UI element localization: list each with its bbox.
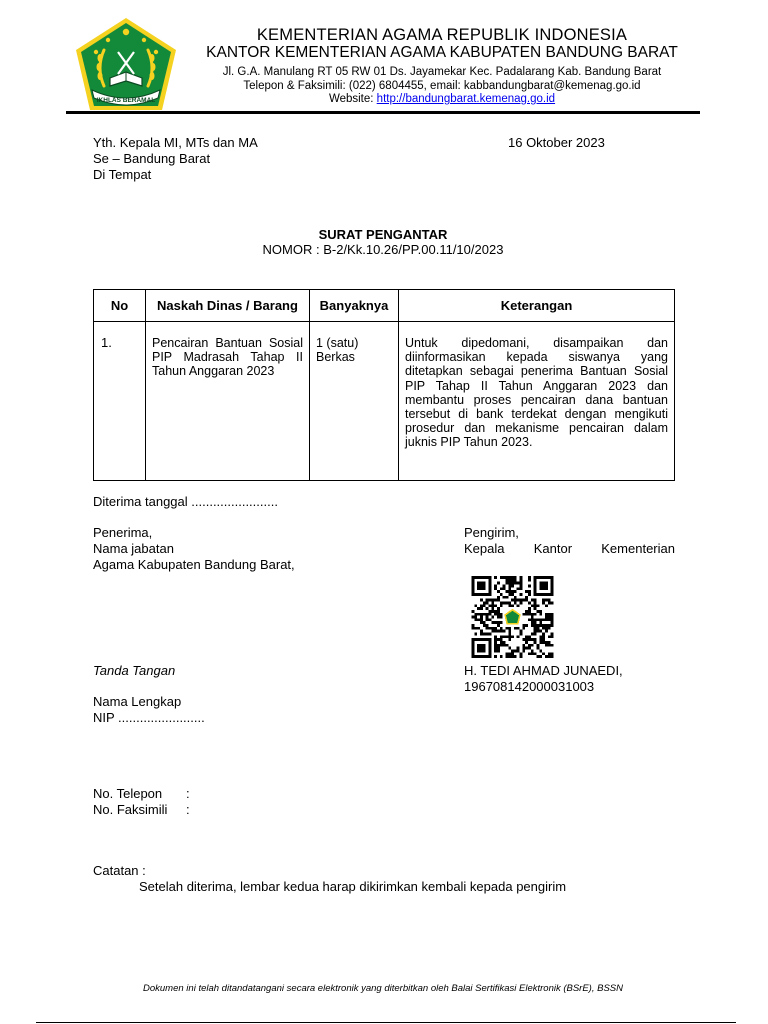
- recipient-line-3: Di Tempat: [93, 167, 152, 182]
- receiver-line-2: Nama jabatan: [93, 541, 174, 556]
- letter-title: SURAT PENGANTAR: [318, 227, 448, 242]
- received-date-line: Diterima tanggal ........................: [93, 494, 278, 509]
- receiver-fax-line: [93, 802, 190, 818]
- website-label: Website:: [328, 93, 377, 105]
- website-link[interactable]: http://bandungbarat.kemenag.go.id: [376, 93, 556, 105]
- sender-position-word: Kepala: [464, 541, 505, 556]
- header-keterangan: Keterangan: [399, 290, 675, 322]
- phone-label: No. Telepon: [93, 786, 163, 801]
- row-keterangan: Untuk dipedomani, disampaikan dan diinformasikan kepada siswanya yang ditetapkan sebagai penerima Bantuan Sosial PIP Tahap II Tahun Anggaran 2023 dan membantu proses pencairan dana bantuan tersebut di bank terdekat dengan mengikuti prosedur dan mekanisme pencairan dalam juknis PIP Tahun 2023.: [399, 322, 675, 481]
- signer-name: H. TEDI AHMAD JUNAEDI,: [464, 663, 623, 678]
- row-banyaknya: 1 (satu) Berkas: [310, 322, 399, 481]
- receiver-nip-label: NIP ........................: [93, 710, 205, 725]
- kemenag-logo: [74, 16, 178, 112]
- office-address-block: [190, 66, 694, 107]
- row-naskah: Pencairan Bantuan Sosial PIP Madrasah Tahap II Tahun Anggaran 2023: [146, 322, 310, 481]
- signature-qr-code: [469, 576, 556, 658]
- office-contact: Telepon & Faksimili: (022) 6804455, email: kabbandungbarat@kemenag.go.id: [243, 79, 641, 92]
- header-naskah: Naskah Dinas / Barang: [146, 290, 310, 322]
- footer-divider: [36, 1022, 736, 1023]
- logo-ribbon-text: IKHLAS BERAMAL: [96, 97, 156, 104]
- electronic-signature-footer: Dokumen ini telah ditandatangani secara elektronik yang diterbitkan oleh Balai Sertifikasi Elektronik (BSrE), BSSN: [143, 983, 623, 994]
- receiver-block: [93, 525, 295, 573]
- ministry-name: KEMENTERIAN AGAMA REPUBLIK INDONESIA: [256, 26, 628, 44]
- header-no: No: [94, 290, 146, 322]
- receiver-full-name-label: Nama Lengkap: [93, 694, 182, 709]
- receiver-line-1: Penerima,: [93, 525, 153, 540]
- recipient-line-1: Yth. Kepala MI, MTs dan MA: [93, 135, 258, 150]
- phone-colon: :: [186, 786, 190, 801]
- items-table: [93, 289, 675, 481]
- receiver-phone-line: [93, 786, 190, 802]
- row-no: 1.: [94, 322, 146, 481]
- letterhead-divider: [66, 111, 700, 114]
- letter-date: 16 Oktober 2023: [508, 135, 605, 150]
- receiver-signature-label: Tanda Tangan: [93, 663, 176, 678]
- note-text: Setelah diterima, lembar kedua harap dikirimkan kembali kepada pengirim: [139, 879, 567, 894]
- office-address: Jl. G.A. Manulang RT 05 RW 01 Ds. Jayamekar Kec. Padalarang Kab. Bandung Barat: [222, 66, 662, 78]
- signer-nip: 196708142000031003: [464, 679, 595, 694]
- office-name: KANTOR KEMENTERIAN AGAMA KABUPATEN BANDUNG BARAT: [206, 44, 678, 61]
- table-row: [94, 322, 675, 481]
- sender-position: [464, 541, 675, 557]
- fax-label: No. Faksimili: [93, 802, 168, 817]
- letter-number: NOMOR : B-2/Kk.10.26/PP.00.11/10/2023: [262, 242, 504, 257]
- sender-label: Pengirim,: [464, 525, 519, 540]
- note-label: Catatan :: [93, 863, 146, 878]
- recipient-line-2: Se – Bandung Barat: [93, 151, 211, 166]
- sender-position-word: Kementerian: [601, 541, 675, 556]
- sender-position-word: Kantor: [533, 541, 573, 556]
- office-website: [190, 93, 694, 107]
- recipient-block: [93, 135, 258, 183]
- header-banyaknya: Banyaknya: [310, 290, 399, 322]
- fax-colon: :: [186, 802, 190, 817]
- table-header-row: [94, 290, 675, 322]
- receiver-line-3: Agama Kabupaten Bandung Barat,: [93, 557, 295, 572]
